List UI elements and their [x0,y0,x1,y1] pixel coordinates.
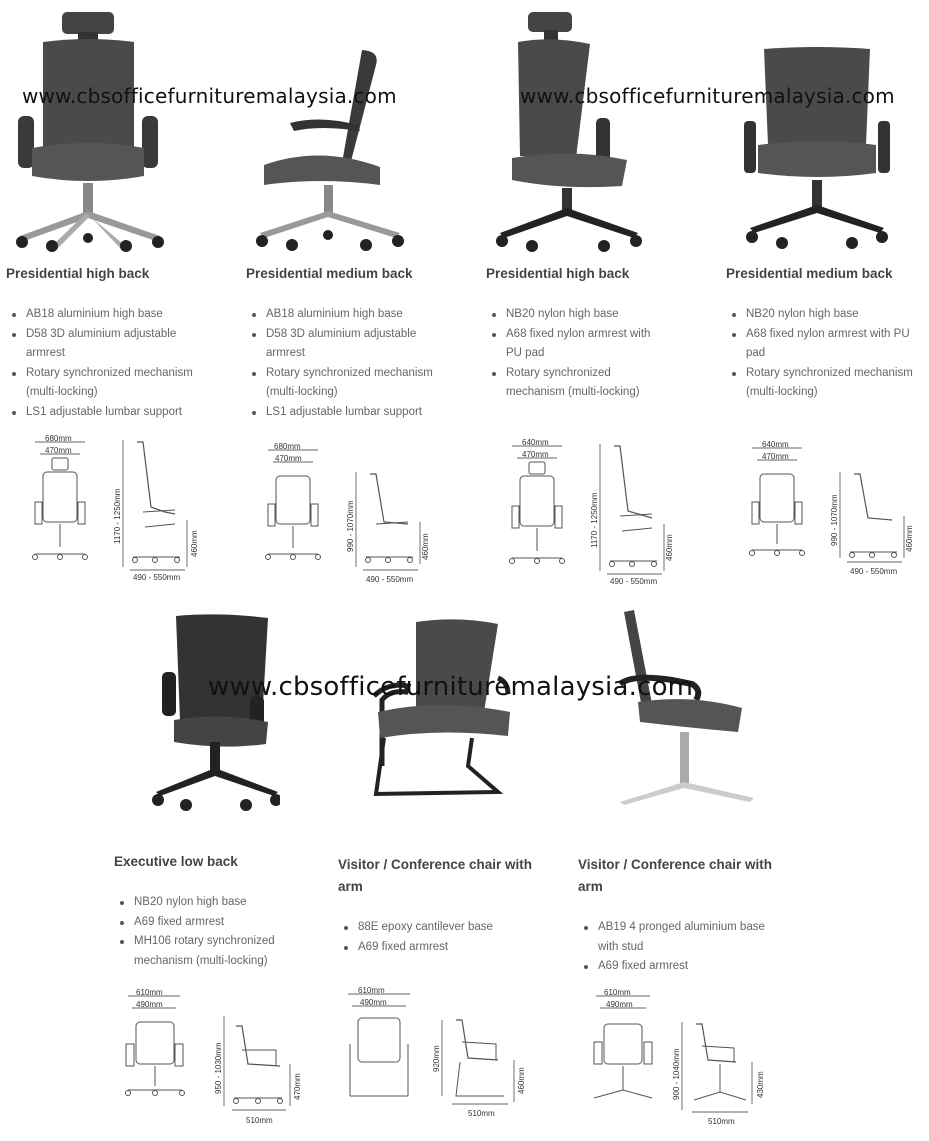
spec-item: Rotary synchronized mechanism (multi-locking) [246,364,446,403]
dim-depth: 510mm [708,1117,735,1126]
dim-width-inner: 490mm [136,1000,163,1009]
dim-depth: 490 - 550mm [366,575,414,584]
dimension-diagram [338,984,538,1124]
product-title: Presidential high back [486,266,630,281]
dim-width-inner: 490mm [360,998,387,1007]
spec-item: LS1 adjustable lumbar support [246,403,446,423]
chair-photo [150,612,280,812]
spec-item: Rotary synchronized mechanism (multi-locking) [486,364,666,403]
dimension-diagram [258,442,438,590]
dim-width-outer: 680mm [274,442,301,451]
spec-list [246,305,446,422]
spec-item: A68 fixed nylon armrest with PU pad [486,325,666,364]
spec-item: D58 3D aluminium adjustable armrest [246,325,446,364]
dim-height: 1170 - 1250mm [113,488,122,544]
spec-item: Rotary synchronized mechanism (multi-locking) [726,364,926,403]
dim-width-inner: 470mm [522,450,549,459]
dim-seat-height: 470mm [293,1073,302,1100]
chair-photo [492,8,647,253]
dim-depth: 490 - 550mm [133,573,181,582]
spec-list [6,305,206,422]
dimension-diagram [25,432,205,584]
spec-item: 88E epoxy cantilever base [338,918,538,938]
watermark-text: www.cbsofficefurnituremalaysia.com [208,672,694,702]
dim-width-inner: 470mm [275,454,302,463]
chair-photo [10,8,170,253]
spec-item: AB18 aluminium high base [6,305,206,325]
dim-height: 900 - 1040mm [672,1048,681,1100]
dim-seat-height: 460mm [421,533,430,560]
dim-width-outer: 610mm [136,988,163,997]
spec-item: Rotary synchronized mechanism (multi-locking) [6,364,206,403]
spec-item: D58 3D aluminium adjustable armrest [6,325,206,364]
dim-height: 950 - 1030mm [214,1042,223,1094]
dim-width-inner: 470mm [762,452,789,461]
spec-item: MH106 rotary synchronized mechanism (multi-locking) [114,932,294,971]
spec-item: A68 fixed nylon armrest with PU pad [726,325,926,364]
dim-width-inner: 470mm [45,446,72,455]
spec-item: A69 fixed armrest [114,913,294,933]
watermark-text: www.cbsofficefurnituremalaysia.com [22,84,397,108]
spec-item: AB18 aluminium high base [246,305,446,325]
spec-list [726,305,926,403]
dim-seat-height: 460mm [517,1067,526,1094]
dim-height: 990 - 1070mm [830,494,839,546]
spec-item: NB20 nylon high base [726,305,926,325]
dim-depth: 510mm [468,1109,495,1118]
dim-width-inner: 490mm [606,1000,633,1009]
product-title: Executive low back [114,854,238,869]
spec-list [578,918,778,977]
product-title: Presidential medium back [726,266,893,281]
chair-photo [612,608,762,808]
dimension-diagram [742,438,922,584]
dim-depth: 510mm [246,1116,273,1125]
spec-list [338,918,538,957]
spec-item: NB20 nylon high base [486,305,666,325]
product-title: Presidential high back [6,266,150,281]
dim-height: 920mm [432,1045,441,1072]
product-title: Presidential medium back [246,266,413,281]
spec-item: NB20 nylon high base [114,893,294,913]
product-title: Visitor / Conference chair with arm [578,857,773,894]
product-title: Visitor / Conference chair with arm [338,857,533,894]
spec-list [486,305,666,403]
dimension-diagram [502,436,682,588]
dim-depth: 490 - 550mm [610,577,658,586]
dim-width-outer: 640mm [522,438,549,447]
dimension-diagram [120,986,310,1128]
dim-seat-height: 460mm [905,525,914,552]
chair-photo [250,45,410,255]
dim-height: 1170 - 1250mm [590,492,599,548]
dim-height: 990 - 1070mm [346,500,355,552]
spec-list [114,893,294,971]
dim-width-outer: 680mm [45,434,72,443]
dim-seat-height: 430mm [756,1071,765,1098]
dim-seat-height: 460mm [190,530,199,557]
spec-item: A69 fixed armrest [578,957,778,977]
dim-width-outer: 610mm [358,986,385,995]
spec-item: AB19 4 pronged aluminium base with stud [578,918,778,957]
spec-item: A69 fixed armrest [338,938,538,958]
dim-seat-height: 460mm [665,534,674,561]
watermark-text: www.cbsofficefurnituremalaysia.com [520,84,895,108]
chair-photo [742,45,892,255]
dim-width-outer: 610mm [604,988,631,997]
spec-item: LS1 adjustable lumbar support [6,403,206,423]
dimension-diagram [586,986,776,1128]
chair-photo [368,616,518,806]
dim-depth: 490 - 550mm [850,567,898,576]
dim-width-outer: 640mm [762,440,789,449]
